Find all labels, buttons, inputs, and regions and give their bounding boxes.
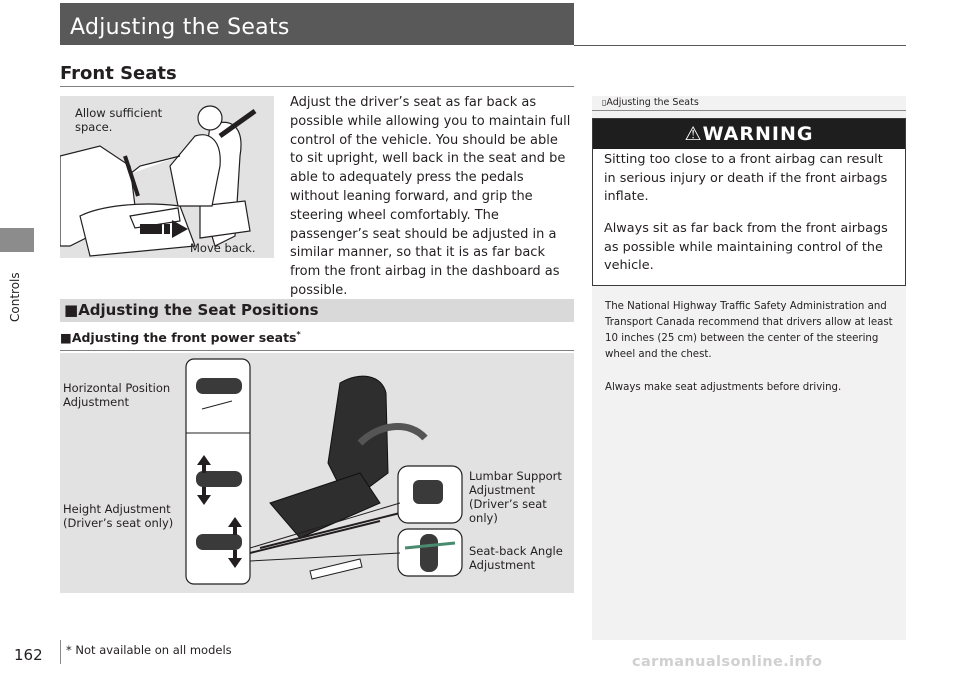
item-rule bbox=[60, 350, 574, 351]
sidebar-note-1: The National Highway Traffic Safety Administration and Transport Canada recommend that drivers allow at least 10 inches (25 cm) between the center of the steering wheel and the chest. bbox=[605, 301, 893, 360]
power-seat-illustration bbox=[60, 353, 574, 593]
subsection-marker: ■ bbox=[64, 301, 79, 319]
chapter-label: Controls bbox=[8, 272, 22, 322]
asterisk: * bbox=[296, 330, 301, 339]
body-paragraph: Adjust the driver’s seat as far back as possible while allowing you to maintain full control of the vehicle. You should be able to sit upright, well back in the seat and be able to adequately press the pedals without leaning forward, and grip the steering wheel comfortably. The passenger’s seat should be adjusted in a similar manner, so that it is as far back from the front airbag in the dashboard as possible. bbox=[290, 95, 571, 298]
section-title: Front Seats bbox=[60, 63, 177, 84]
label-horizontal-adjustment: Horizontal Position Adjustment bbox=[63, 381, 171, 409]
chapter-tab bbox=[0, 228, 34, 252]
label-move-back: Move back. bbox=[190, 241, 256, 255]
item-title: ■Adjusting the front power seats* bbox=[60, 330, 301, 346]
page-title: Adjusting the Seats bbox=[70, 15, 290, 40]
footnote: * Not available on all models bbox=[66, 643, 232, 657]
label-allow-space: Allow sufficient space. bbox=[75, 106, 163, 134]
header-rule bbox=[574, 45, 906, 46]
label-height-adjustment: Height Adjustment (Driver’s seat only) bbox=[63, 502, 174, 530]
sidebar-heading-rule bbox=[592, 110, 906, 111]
warning-text-1: Sitting too close to a front airbag can result in serious injury or death if the front airbags inflate. bbox=[604, 152, 888, 204]
label-lumbar-adjustment: Lumbar Support Adjustment (Driver’s seat only) bbox=[469, 469, 562, 525]
subsection-title: ■Adjusting the Seat Positions bbox=[64, 301, 319, 319]
watermark: carmanualsonline.info bbox=[632, 654, 823, 670]
driver-position-illustration bbox=[60, 96, 274, 258]
warning-text-2: Always sit as far back from the front airbags as possible while maintaining control of the vehicle. bbox=[604, 221, 888, 273]
sidebar-heading-icon: ▯ bbox=[602, 98, 607, 107]
warning-triangle-icon: ⚠ bbox=[684, 123, 703, 145]
section-rule bbox=[60, 86, 574, 87]
warning-title: ⚠WARNING bbox=[684, 123, 814, 145]
sidebar-note-2: Always make seat adjustments before driving. bbox=[605, 382, 842, 393]
sidebar-heading: ▯Adjusting the Seats bbox=[602, 97, 699, 108]
label-seatback-adjustment: Seat-back Angle Adjustment bbox=[469, 544, 563, 572]
page-number: 162 bbox=[14, 646, 43, 664]
item-marker: ■ bbox=[60, 330, 72, 346]
footer-rule bbox=[60, 640, 61, 664]
